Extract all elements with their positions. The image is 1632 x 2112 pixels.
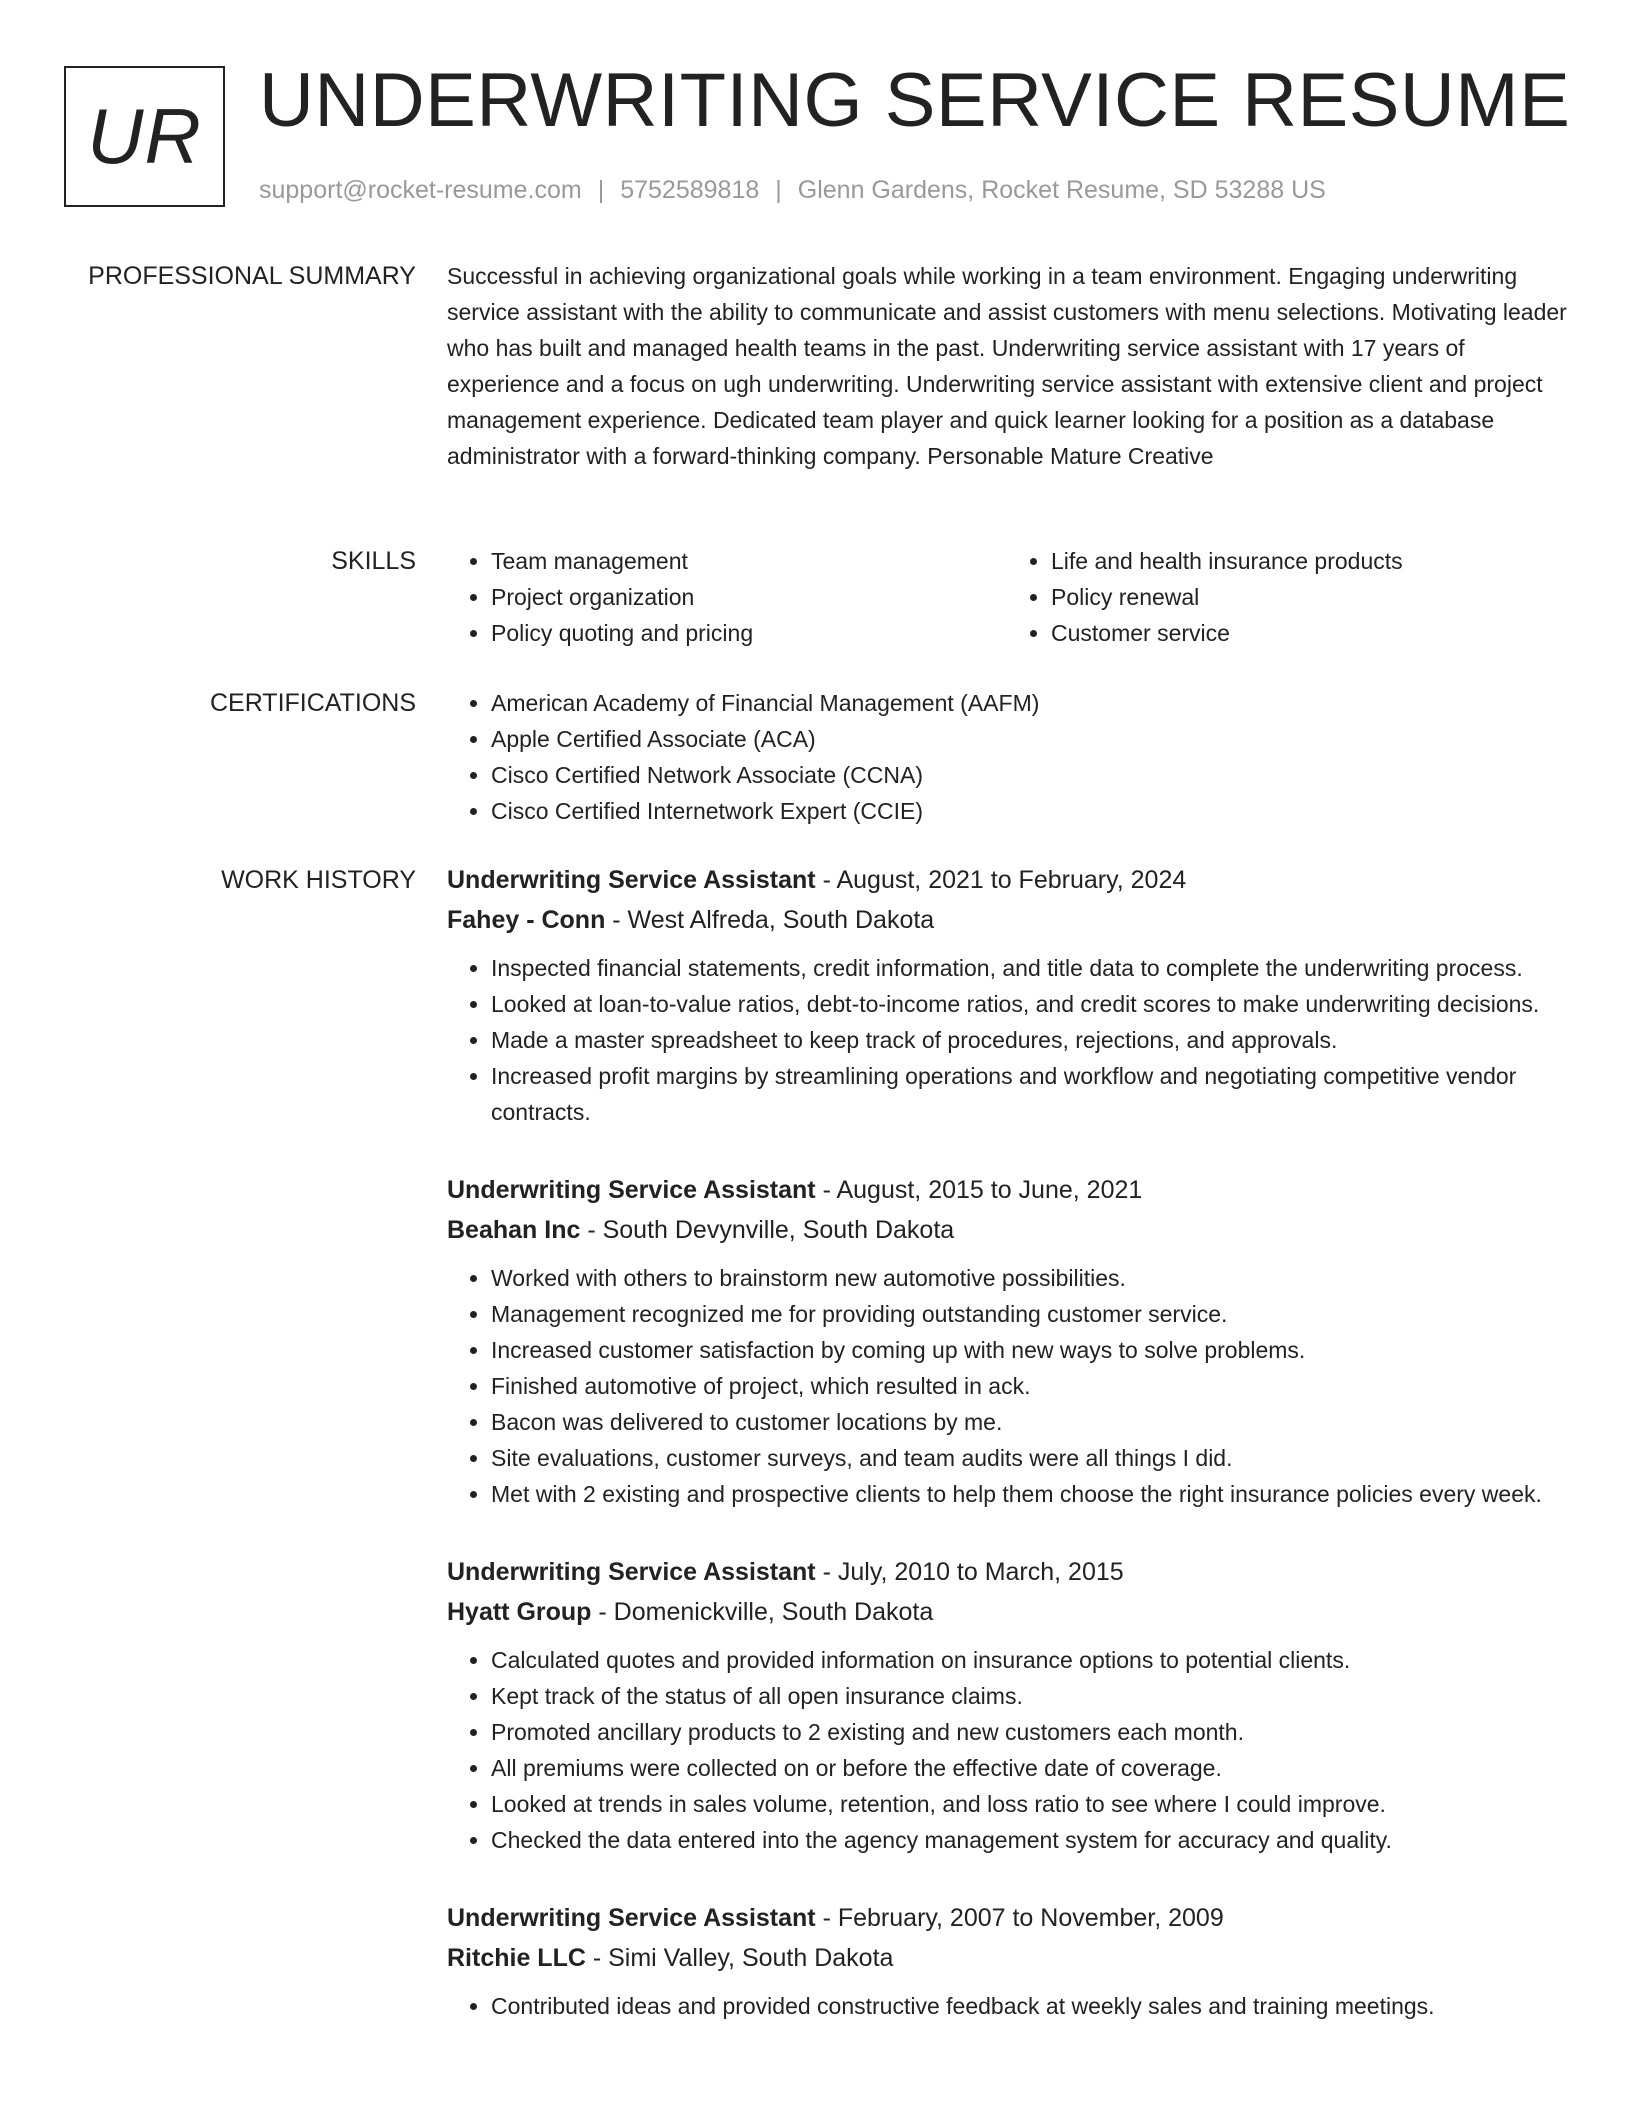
job-title: Underwriting Service Assistant bbox=[447, 866, 816, 894]
job-bullet: • Promoted ancillary products to 2 existing and new customers each month. bbox=[491, 1714, 1567, 1750]
contact-separator: | bbox=[597, 176, 605, 204]
job-bullets bbox=[447, 1988, 1567, 2024]
job-bullet: • Calculated quotes and provided information on insurance options to potential clients. bbox=[491, 1642, 1567, 1678]
contact-email: support@rocket-resume.com bbox=[259, 176, 582, 204]
skill-item: • Policy quoting and pricing bbox=[491, 615, 1007, 651]
job-location: - Simi Valley, South Dakota bbox=[585, 1944, 894, 1972]
certification-item: • Cisco Certified Network Associate (CCNA) bbox=[491, 757, 1567, 793]
job-entry bbox=[447, 1898, 1567, 2024]
job-dates: - February, 2007 to November, 2009 bbox=[815, 1904, 1224, 1932]
summary-label: PROFESSIONAL SUMMARY bbox=[88, 262, 416, 290]
job-bullet: • Looked at trends in sales volume, retention, and loss ratio to see where I could improve. bbox=[491, 1786, 1567, 1822]
certification-item: • Cisco Certified Internetwork Expert (CCIE) bbox=[491, 793, 1567, 829]
skills-list-right bbox=[1007, 543, 1567, 651]
job-title: Underwriting Service Assistant bbox=[447, 1904, 816, 1932]
job-bullet: • Management recognized me for providing outstanding customer service. bbox=[491, 1296, 1567, 1332]
resume-title: UNDERWRITING SERVICE RESUME bbox=[259, 58, 1571, 143]
job-entry bbox=[447, 1552, 1567, 1858]
skill-item: • Customer service bbox=[1051, 615, 1567, 651]
contact-line bbox=[259, 176, 1326, 205]
job-bullet: • Kept track of the status of all open insurance claims. bbox=[491, 1678, 1567, 1714]
job-bullet: • Finished automotive of project, which resulted in ack. bbox=[491, 1368, 1567, 1404]
job-bullet: • Made a master spreadsheet to keep track of procedures, rejections, and approvals. bbox=[491, 1022, 1567, 1058]
job-bullet: • Bacon was delivered to customer locations by me. bbox=[491, 1404, 1567, 1440]
job-bullet: • All premiums were collected on or before the effective date of coverage. bbox=[491, 1750, 1567, 1786]
job-entry bbox=[447, 1170, 1567, 1512]
job-bullet: • Worked with others to brainstorm new automotive possibilities. bbox=[491, 1260, 1567, 1296]
job-bullet: • Increased customer satisfaction by coming up with new ways to solve problems. bbox=[491, 1332, 1567, 1368]
skill-item: • Life and health insurance products bbox=[1051, 543, 1567, 579]
job-location: - Domenickville, South Dakota bbox=[591, 1598, 934, 1626]
job-bullets bbox=[447, 1642, 1567, 1858]
summary-text: Successful in achieving organizational goals while working in a team environment. Engaging underwriting service assistant with the ability to communicate and assist customers with menu selections. Motivating leader who has built and managed health teams in the past. Underwriting service assistant with 17 years of experience and a focus on ugh underwriting. Underwriting service assistant with extensive client and project management experience. Dedicated team player and quick learner looking for a position as a database administrator with a forward-thinking company. Personable Mature Creative bbox=[447, 263, 1567, 469]
certification-item: • American Academy of Financial Management (AAFM) bbox=[491, 685, 1567, 721]
certification-item: • Apple Certified Associate (ACA) bbox=[491, 721, 1567, 757]
job-bullet: • Checked the data entered into the agency management system for accuracy and quality. bbox=[491, 1822, 1567, 1858]
job-title: Underwriting Service Assistant bbox=[447, 1558, 816, 1586]
job-entry bbox=[447, 860, 1567, 1130]
job-bullet: • Increased profit margins by streamlining operations and workflow and negotiating competitive vendor contracts. bbox=[491, 1058, 1567, 1130]
skills-list-left bbox=[447, 543, 1007, 651]
job-company: Fahey - Conn bbox=[447, 906, 606, 934]
job-bullets bbox=[447, 950, 1567, 1130]
job-bullet: • Site evaluations, customer surveys, and team audits were all things I did. bbox=[491, 1440, 1567, 1476]
job-dates: - July, 2010 to March, 2015 bbox=[815, 1558, 1124, 1586]
job-bullet: • Contributed ideas and provided constructive feedback at weekly sales and training meetings. bbox=[491, 1988, 1567, 2024]
contact-phone: 5752589818 bbox=[620, 176, 760, 204]
monogram-logo: UR bbox=[64, 66, 225, 207]
job-title: Underwriting Service Assistant bbox=[447, 1176, 816, 1204]
job-bullets bbox=[447, 1260, 1567, 1512]
job-bullet: • Inspected financial statements, credit information, and title data to complete the underwriting process. bbox=[491, 950, 1567, 986]
job-location: - West Alfreda, South Dakota bbox=[605, 906, 935, 934]
contact-separator: | bbox=[775, 176, 782, 204]
job-company: Hyatt Group bbox=[447, 1598, 592, 1626]
skills-label: SKILLS bbox=[331, 547, 416, 575]
work-history-label: WORK HISTORY bbox=[221, 866, 416, 894]
job-company: Ritchie LLC bbox=[447, 1944, 586, 1972]
skill-item: • Policy renewal bbox=[1051, 579, 1567, 615]
job-dates: - August, 2021 to February, 2024 bbox=[815, 866, 1187, 894]
job-bullet: • Looked at loan-to-value ratios, debt-to-income ratios, and credit scores to make underwriting decisions. bbox=[491, 986, 1567, 1022]
job-company: Beahan Inc bbox=[447, 1216, 581, 1244]
skill-item: • Project organization bbox=[491, 579, 1007, 615]
skill-item: • Team management bbox=[491, 543, 1007, 579]
certifications-label: CERTIFICATIONS bbox=[209, 689, 416, 717]
certifications-list bbox=[447, 685, 1567, 829]
job-location: - South Devynville, South Dakota bbox=[580, 1216, 955, 1244]
job-dates: - August, 2015 to June, 2021 bbox=[815, 1176, 1143, 1204]
job-bullet: • Met with 2 existing and prospective clients to help them choose the right insurance policies every week. bbox=[491, 1476, 1567, 1512]
contact-address: Glenn Gardens, Rocket Resume, SD 53288 US bbox=[797, 176, 1326, 204]
